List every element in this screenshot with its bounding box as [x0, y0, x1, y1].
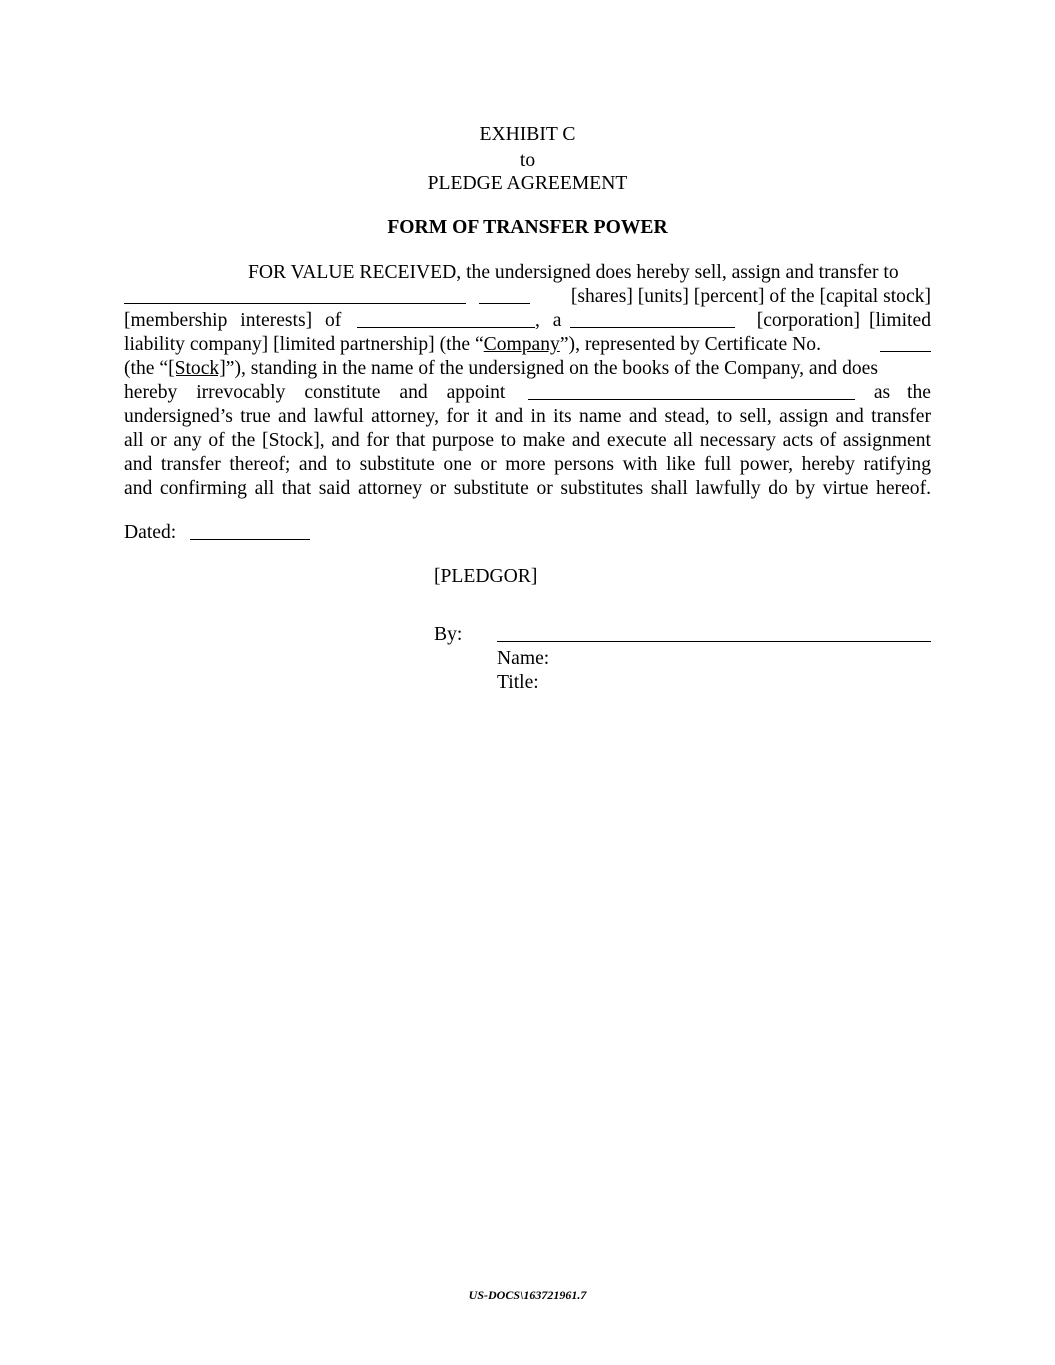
pledgor-name: [PLEDGOR] [434, 566, 538, 587]
body-line-3-b: , a [535, 310, 562, 331]
body-line-2 [124, 286, 931, 310]
body-line-7: undersigned’s true and lawful attorney, for it and in its name and stead, to sell, assign and transfer [124, 406, 931, 427]
name-label: Name: [497, 648, 550, 669]
certificate-number-blank[interactable] [880, 334, 931, 352]
body-line-6-a: hereby irrevocably constitute and appoint [124, 382, 506, 403]
signature-line[interactable] [497, 624, 931, 642]
body-line-3-c: [corporation] [limited [756, 310, 931, 331]
date-blank[interactable] [190, 522, 310, 540]
issuer-blank[interactable] [357, 310, 535, 328]
attorney-blank[interactable] [528, 382, 855, 400]
body-line-9: and transfer thereof; and to substitute one or more persons with like full power, hereby ratifying [124, 454, 931, 475]
jurisdiction-blank[interactable] [570, 310, 735, 328]
body-line-5-b: ”), standing in the name of the undersigned on the books of the Company, and does [225, 358, 879, 379]
stock-defined-term: [Stock] [168, 358, 226, 379]
body-line-5 [124, 358, 931, 380]
dated-label: Dated: [124, 522, 177, 543]
by-label: By: [434, 624, 463, 645]
agreement-name: PLEDGE AGREEMENT [427, 173, 628, 194]
document-id: US-DOCS\163721961.7 [468, 1288, 587, 1302]
body-line-4 [124, 334, 931, 356]
body-line-6-b: as the [873, 382, 931, 403]
title-label: Title: [497, 672, 539, 693]
body-line-8: all or any of the [Stock], and for that purpose to make and execute all necessary acts of assignment [124, 430, 931, 451]
page-title: FORM OF TRANSFER POWER [387, 217, 668, 238]
body-line-4-b: ”), represented by Certificate No. [559, 334, 821, 355]
quantity-blank[interactable] [479, 286, 530, 304]
body-line-3-a: [membership interests] of [124, 310, 342, 331]
body-line-4-a: liability company] [limited partnership] (the “ [124, 334, 484, 355]
exhibit-heading: EXHIBIT C [479, 124, 576, 145]
body-line-1: FOR VALUE RECEIVED, the undersigned does hereby sell, assign and transfer to [248, 262, 899, 283]
body-line-2-text: [shares] [units] [percent] of the [capital stock] [570, 286, 931, 307]
company-defined-term: Company [483, 334, 560, 355]
exhibit-to: to [519, 150, 536, 171]
body-line-10: and confirming all that said attorney or substitute or substitutes shall lawfully do by virtue hereof. [124, 478, 931, 499]
transferee-blank[interactable] [124, 286, 466, 304]
body-line-5-a: (the “ [124, 358, 169, 379]
